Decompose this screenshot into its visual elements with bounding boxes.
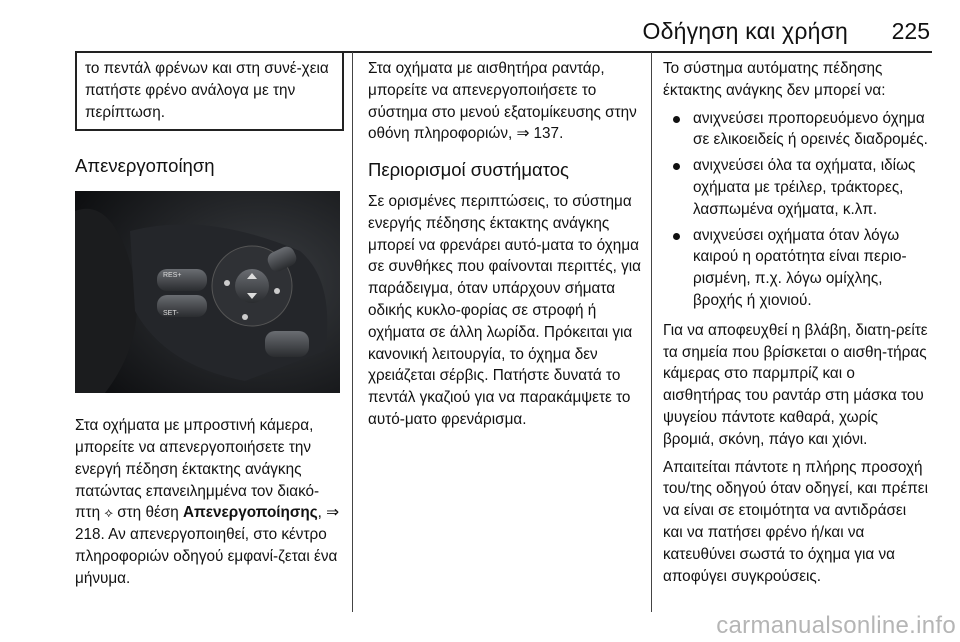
steering-switch-icon: ⟡ (104, 505, 113, 521)
column-divider (352, 52, 353, 612)
sensor-care-text: Για να αποφευχθεί η βλάβη, διατη-ρείτε τα σημεία που βρίσκεται ο αισθη-τήρας κάμερας στο παρμπρίζ και ο αισθητήρας του ραντάρ στη μάσκα του ψυγείου πάντοτε καθαρά, χωρίς βρομιά, σκόνη, πάγο και χιόνι. (663, 321, 928, 448)
page-reference-arrow-icon: ⇒ (326, 504, 339, 522)
page-number: 225 (891, 18, 930, 44)
steering-wheel-photo (75, 191, 340, 393)
intro-text: Το σύστημα αυτόματης πέδησης έκτακτης ανάγκης δεν μπορεί να: (663, 60, 886, 99)
column-2 (368, 58, 643, 437)
section-heading: Περιορισμοί συστήματος (368, 159, 569, 181)
list-item: ανιχνεύσει όλα τα οχήματα, ιδίως οχήματα με τρέιλερ, τράκτορες, λασπωμένα οχήματα, κ.λπ. (663, 155, 929, 220)
bullet-icon (673, 163, 680, 170)
column-divider (651, 52, 652, 612)
note-text: το πεντάλ φρένων και στη συνέ-χεια πατήστε φρένο ανάλογα με την περίπτωση. (85, 60, 329, 121)
limitations-list (663, 108, 929, 312)
deactivation-text: Στα οχήματα με μπροστινή κάμερα, μπορείτε να απενεργοποιήσετε την ενεργή πέδηση έκτακτης ανάγκης πατώντας επανειλημμένα τον διακό-πτη ⟡ στη θέση Απενεργοποίησης, ⇒ 218. Αν απενεργοποιηθεί, στο κέντρο πληροφοριών οδηγού εμφανί-ζεται ένα μήνυμα. (75, 417, 339, 587)
list-item: ανιχνεύσει οχήματα όταν λόγω καιρού η ορατότητα είναι περιο-ρισμένη, π.χ. λόγω ομίχλης, βροχής ή χιονιού. (663, 225, 929, 312)
page-reference-arrow-icon: ⇒ (516, 125, 530, 143)
driver-attention-text: Απαιτείται πάντοτε η πλήρης προσοχή του/της οδηγού όταν οδηγεί, και πρέπει να είναι σε ετοιμότητα να αντιδράσει και να πατήσει φρένο ή/και να κατευθύνει σωστά το όχημα για να αποφύγει συγκρούσεις. (663, 458, 928, 585)
watermark: carmanualsonline.info (716, 612, 956, 639)
list-item: ανιχνεύσει προπορευόμενο όχημα σε ελικοειδείς ή ορεινές διαδρομές. (663, 108, 929, 152)
set-label: SET- (163, 310, 179, 318)
res-label: RES+ (163, 272, 182, 280)
page-header (0, 0, 960, 52)
radar-deactivation-text: Στα οχήματα με αισθητήρα ραντάρ, μπορείτε να απενεργοποιήσετε το σύστημα στο μενού εξατομίκευσης στην οθόνη πληροφοριών, ⇒ 137. (368, 60, 637, 143)
column-1 (75, 52, 343, 596)
limitations-text: Σε ορισμένες περιπτώσεις, το σύστημα ενεργής πέδησης έκτακτης ανάγκης μπορεί να φρενάρει αυτό-ματα το όχημα σε συνθήκες που φαίνονται περιττές, για παράδειγμα, όταν υπάρχουν σήματα οδικής κυκλο-φορίας σε στροφή ή οχήματα σε άλλη λωρίδα. Πρόκειται για κανονική λειτουργία, το όχημα δεν χρειάζεται σέρβις. Πατήστε δυνατά το πεντάλ γκαζιού για να παρακάμψετε το αυτό-ματο φρενάρισμα. (368, 192, 641, 428)
column-3 (663, 58, 929, 593)
bullet-icon (673, 116, 680, 123)
section-title: Οδήγηση και χρήση (642, 18, 848, 44)
note-box (75, 52, 344, 131)
section-heading: Απενεργοποίηση (75, 155, 215, 177)
bullet-icon (673, 233, 680, 240)
